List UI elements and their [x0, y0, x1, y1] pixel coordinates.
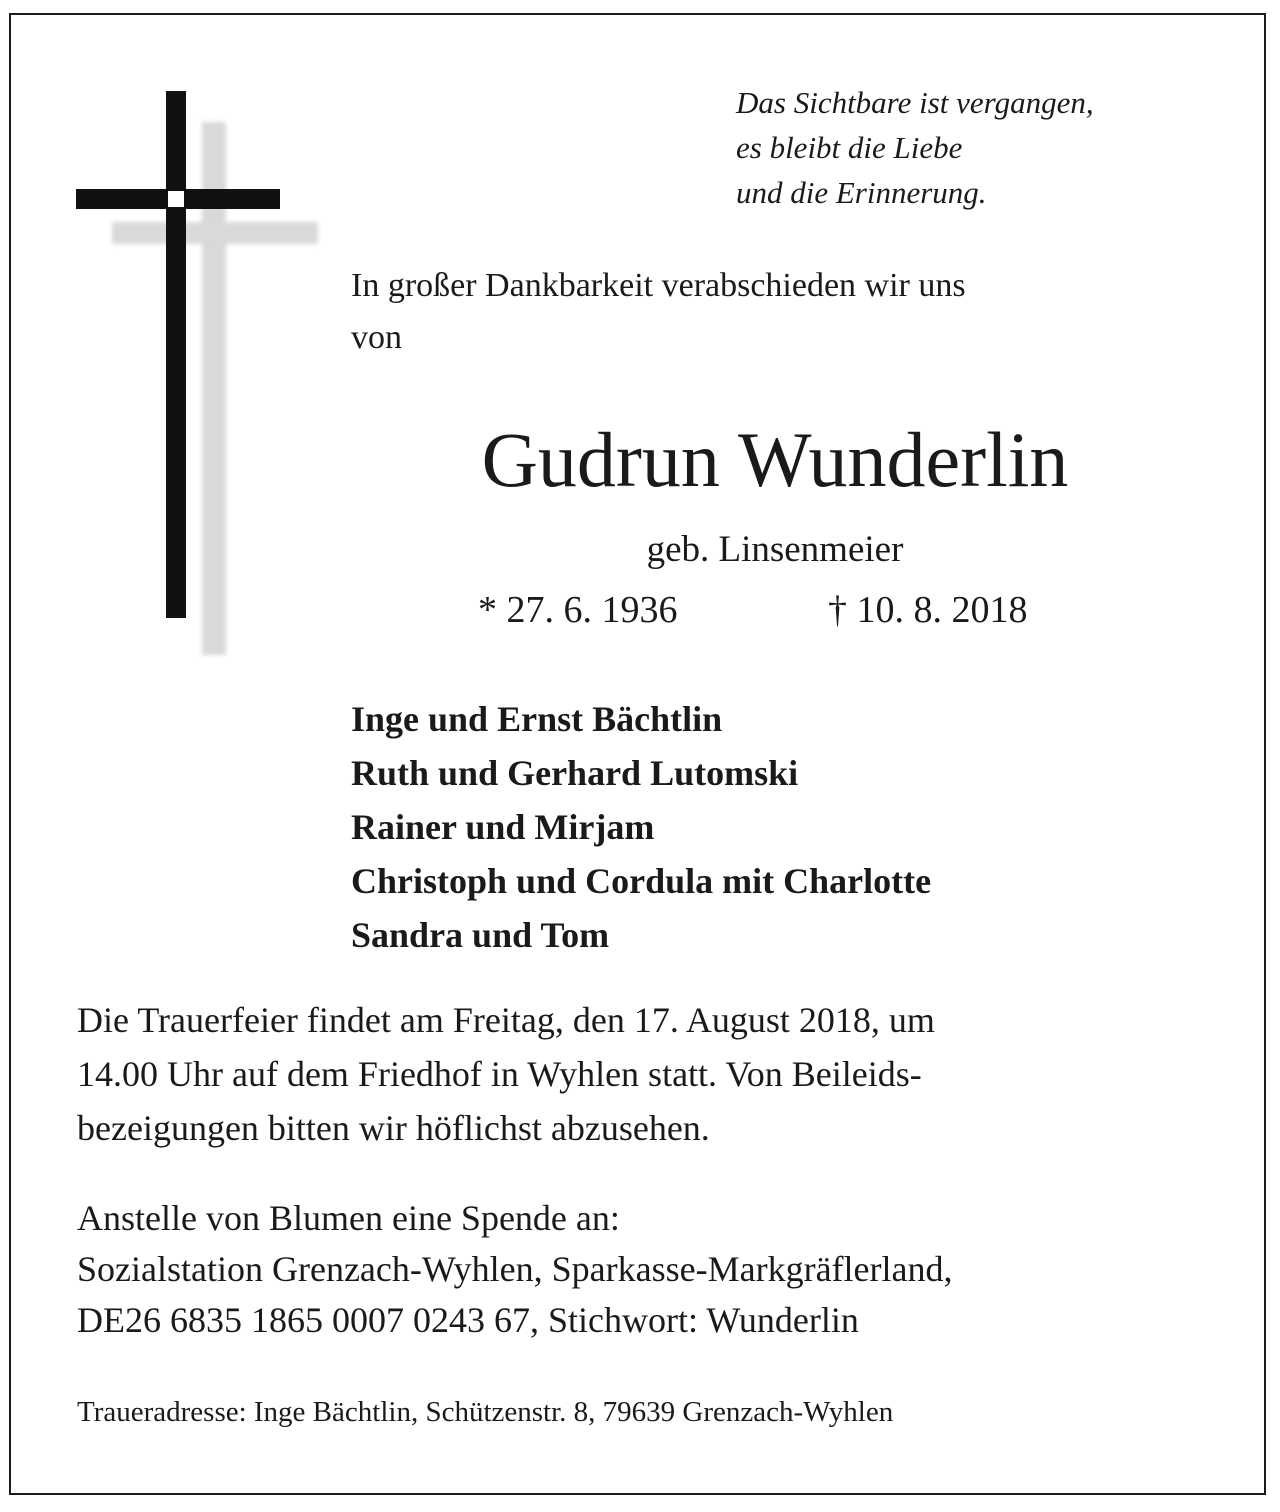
- intro-line: von: [351, 319, 402, 356]
- farewell-intro: [351, 260, 966, 364]
- cross-beam-vertical: [166, 91, 186, 618]
- intro-line: In großer Dankbarkeit verabschieden wir uns: [351, 267, 966, 304]
- cross-icon: [0, 0, 400, 700]
- donation-line: Sozialstation Grenzach-Wyhlen, Sparkasse-Markgräflerland,: [77, 1249, 953, 1289]
- mourner-entry: Inge und Ernst Bächtlin: [351, 699, 723, 739]
- mourner-entry: Rainer und Mirjam: [351, 807, 655, 847]
- ceremony-line: bezeigungen bitten wir höflichst abzusehen.: [77, 1108, 710, 1148]
- donation-line: Anstelle von Blumen eine Spende an:: [77, 1198, 620, 1238]
- quote-line: und die Erinnerung.: [736, 175, 987, 210]
- deceased-name: Gudrun Wunderlin: [481, 416, 1069, 503]
- mourner-entry: Ruth und Gerhard Lutomski: [351, 753, 799, 793]
- ceremony-info: [77, 993, 1205, 1155]
- birth-date: * 27. 6. 1936: [478, 589, 678, 631]
- cross-shadow-horizontal: [112, 222, 318, 244]
- death-date: † 10. 8. 2018: [828, 589, 1028, 631]
- quote-line: es bleibt die Liebe: [736, 130, 963, 165]
- mourner-entry: Sandra und Tom: [351, 915, 610, 955]
- mourning-address: Traueradresse: Inge Bächtlin, Schützenstr. 8, 79639 Grenzach-Wyhlen: [77, 1396, 894, 1428]
- donation-line: DE26 6835 1865 0007 0243 67, Stichwort: Wunderlin: [77, 1300, 859, 1340]
- cross-center-highlight: [168, 191, 184, 207]
- donation-info: [77, 1193, 953, 1346]
- birth-name: geb. Linsenmeier: [646, 529, 904, 570]
- quote-line: Das Sichtbare ist vergangen,: [736, 85, 1094, 120]
- ceremony-line: 14.00 Uhr auf dem Friedhof in Wyhlen statt. Von Beileids-: [77, 1054, 922, 1094]
- mourner-entry: Christoph und Cordula mit Charlotte: [351, 861, 932, 901]
- mourners-list: [351, 692, 931, 962]
- ceremony-line: Die Trauerfeier findet am Freitag, den 17. August 2018, um: [77, 1000, 935, 1040]
- memorial-quote: [736, 80, 1094, 215]
